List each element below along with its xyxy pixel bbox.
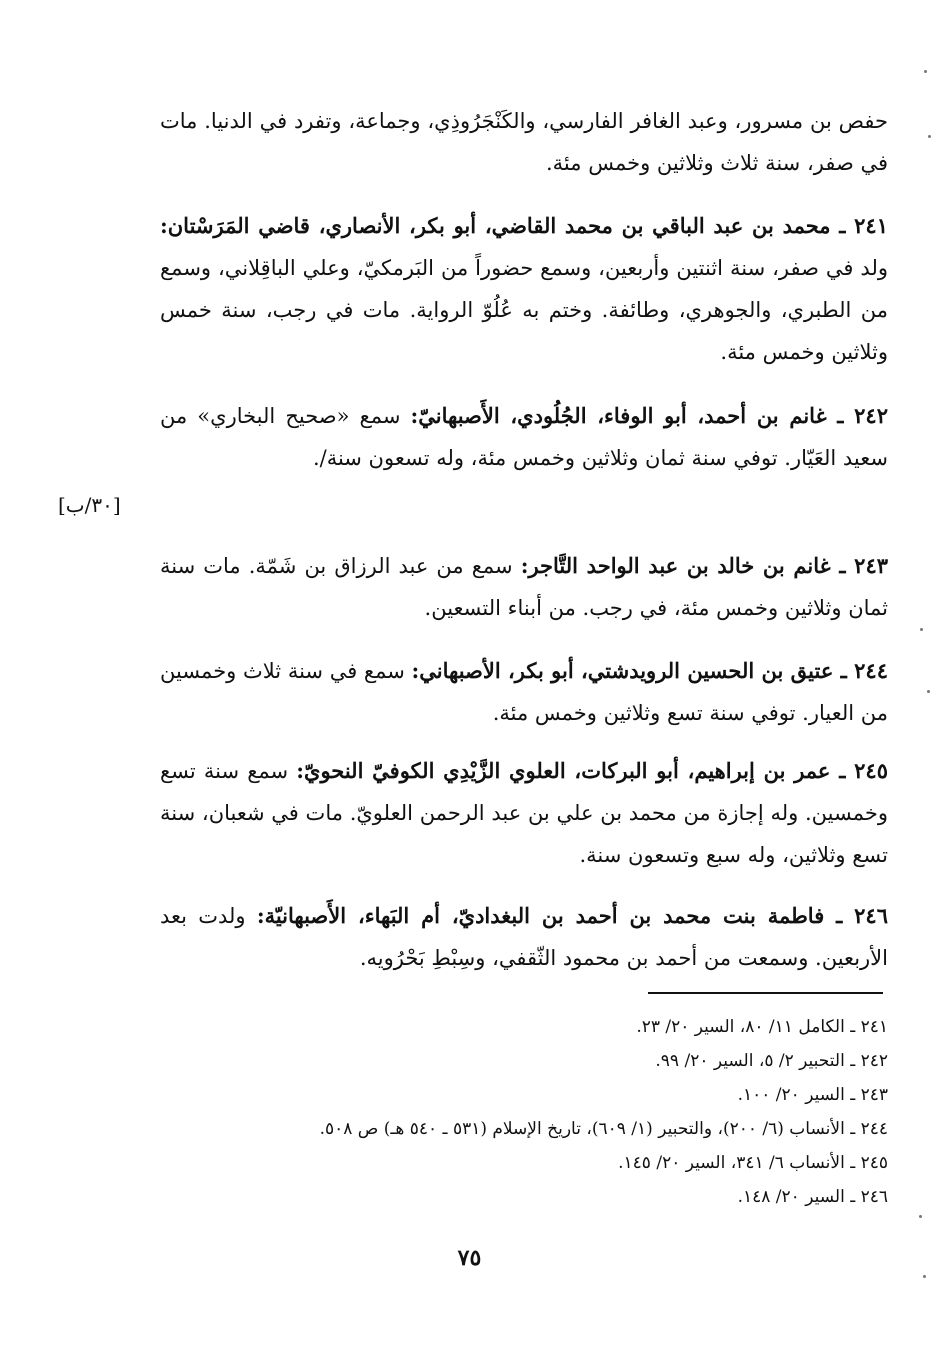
entry-246-body: ولدت بعد الأربعين. وسمعت من أحمد بن محمود الثّقفي، وسِبْطِ بَحْرُويه. — [160, 904, 888, 970]
entry-243 — [160, 545, 888, 629]
entry-245 — [160, 750, 888, 876]
footnote-245: ٢٤٥ ـ الأنساب ٦/ ٣٤١، السير ٢٠/ ١٤٥. — [618, 1153, 888, 1173]
entry-241 — [160, 205, 888, 373]
footnotes — [160, 1010, 888, 1214]
footnote-243: ٢٤٣ ـ السير ٢٠/ ١٠٠. — [737, 1085, 888, 1105]
entry-245-body: سمع سنة تسع وخمسين. وله إجازة من محمد بن علي بن عبد الرحمن العلويّ. مات في شعبان، سنة تسع وثلاثين، وله سبع وتسعون سنة. — [160, 759, 888, 867]
scan-speck — [923, 1275, 926, 1278]
entry-243-heading: ٢٤٣ ـ غانم بن خالد بن عبد الواحد التَّاجر: — [520, 553, 889, 578]
entry-241-body: ولد في صفر، سنة اثنتين وأربعين، وسمع حضوراً من البَرمكيّ، وعلي الباقِلاني، وسمع من الطبري، والجوهري، وطائفة. وختم به عُلُوّ الرواية. مات في رجب، سنة خمس وثلاثين وخمس مئة. — [160, 256, 888, 364]
entry-243-body: سمع من عبد الرزاق بن شَمّة. مات سنة ثمان وثلاثين وخمس مئة، في رجب. من أبناء التسعين. — [160, 554, 888, 620]
entry-242-heading: ٢٤٢ ـ غانم بن أحمد، أبو الوفاء، الجُلُودي، الأَصبهانيّ: — [410, 403, 888, 428]
scan-speck — [924, 70, 927, 73]
entry-244-body: سمع في سنة ثلاث وخمسين من العيار. توفي سنة تسع وثلاثين وخمس مئة. — [160, 659, 888, 725]
entry-continuation — [160, 100, 888, 184]
scan-speck — [919, 1215, 922, 1218]
scan-speck — [928, 135, 931, 138]
marginal-folio-note: [٣٠/ب] — [58, 493, 121, 517]
page-number: ٧٥ — [457, 1245, 482, 1271]
entry-242-body: سمع «صحيح البخاري» من سعيد العَيّار. توفي سنة ثمان وثلاثين وخمس مئة، وله تسعون سنة/. — [160, 404, 888, 470]
entry-244 — [160, 650, 888, 734]
scan-speck — [920, 628, 923, 631]
entry-242 — [160, 395, 888, 479]
entry-245-heading: ٢٤٥ ـ عمر بن إبراهيم، أبو البركات، العلوي الزَّيْدِي الكوفيّ النحويّ: — [296, 758, 888, 783]
footnote-241: ٢٤١ ـ الكامل ١١/ ٨٠، السير ٢٠/ ٢٣. — [636, 1017, 888, 1037]
continuation-text: حفص بن مسرور، وعبد الغافر الفارسي، والكَنْجَرُوذِي، وجماعة، وتفرد في الدنيا. مات في صفر، سنة ثلاث وثلاثين وخمس مئة. — [160, 109, 888, 175]
footnote-246: ٢٤٦ ـ السير ٢٠/ ١٤٨. — [737, 1187, 888, 1207]
entry-246 — [160, 895, 888, 979]
entry-244-heading: ٢٤٤ ـ عتيق بن الحسين الرويدشتي، أبو بكر، الأصبهاني: — [411, 658, 888, 683]
footnote-separator — [648, 992, 883, 994]
footnote-244: ٢٤٤ ـ الأنساب (٦/ ٢٠٠)، والتحبير (١/ ٦٠٩)، تاريخ الإسلام (٥٣١ ـ ٥٤٠ هـ) ص ٥٠٨. — [319, 1119, 888, 1139]
entry-241-heading: ٢٤١ ـ محمد بن عبد الباقي بن محمد القاضي، أبو بكر، الأنصاري، قاضي المَرَسْتان: — [160, 213, 888, 238]
entry-246-heading: ٢٤٦ ـ فاطمة بنت محمد بن أحمد بن البغداديّ، أم البَهاء، الأَصبهانيّة: — [256, 903, 888, 928]
scan-speck — [927, 690, 930, 693]
footnote-242: ٢٤٢ ـ التحبير ٢/ ٥، السير ٢٠/ ٩٩. — [655, 1051, 888, 1071]
